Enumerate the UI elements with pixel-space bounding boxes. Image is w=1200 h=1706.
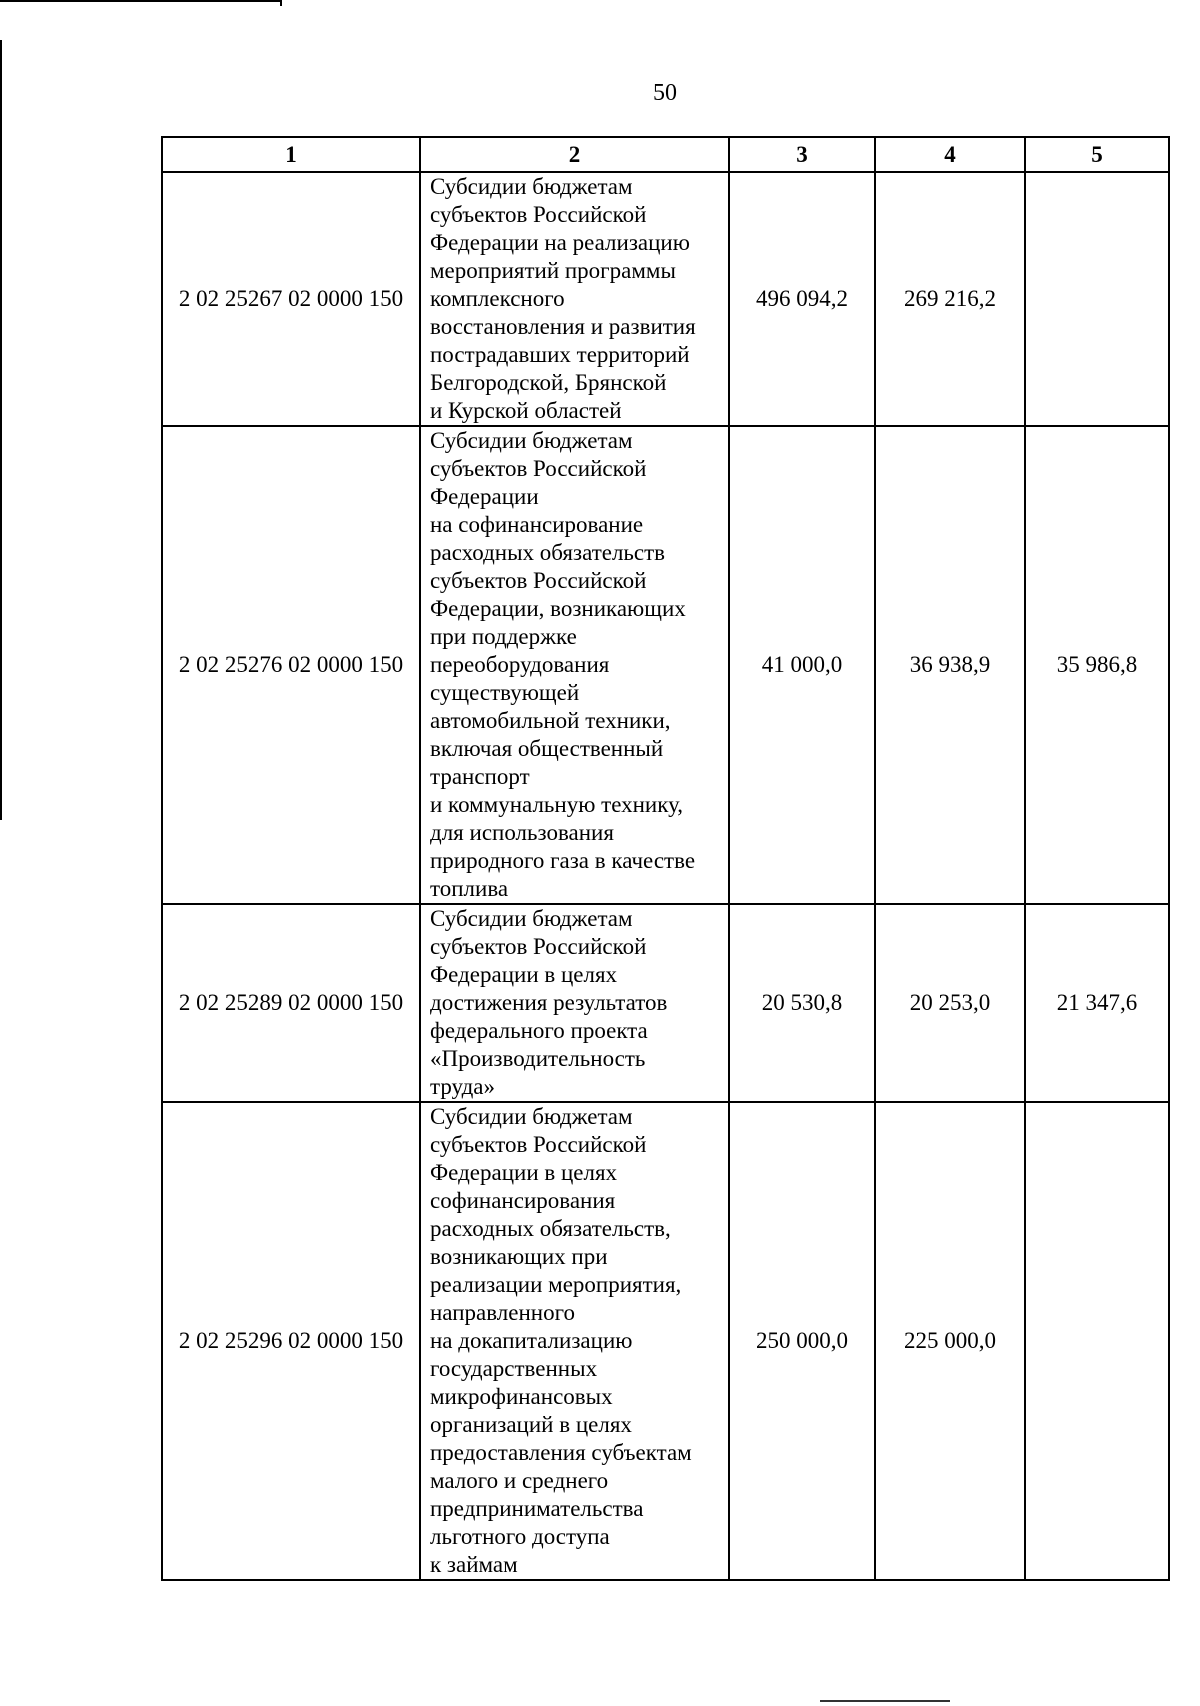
- description-text: [430, 173, 724, 425]
- budget-code-cell: 2 02 25289 02 0000 150: [162, 904, 420, 1102]
- description-line: комплексного: [430, 286, 565, 311]
- description-line: топлива: [430, 876, 509, 901]
- description-line: субъектов Российской: [430, 202, 647, 227]
- description-line: малого и среднего: [430, 1468, 609, 1493]
- column-header: 3: [729, 137, 875, 172]
- description-line: предпринимательства: [430, 1496, 644, 1521]
- description-line: «Производительность: [430, 1046, 646, 1071]
- column-header: 1: [162, 137, 420, 172]
- description-line: Федерации на реализацию: [430, 230, 690, 255]
- description-line: реализации мероприятия,: [430, 1272, 682, 1297]
- description-line: субъектов Российской: [430, 934, 647, 959]
- description-line: пострадавших территорий: [430, 342, 690, 367]
- description-line: Федерации: [430, 484, 539, 509]
- scan-edge-bottom: [820, 1700, 950, 1702]
- page-number: 50: [653, 80, 677, 106]
- description-text: [430, 1103, 724, 1579]
- description-line: Белгородской, Брянской: [430, 370, 667, 395]
- description-line: расходных обязательств: [430, 540, 666, 565]
- description-line: Субсидии бюджетам: [430, 1104, 633, 1129]
- description-line: включая общественный: [430, 736, 664, 761]
- description-line: Субсидии бюджетам: [430, 906, 633, 931]
- table-row: [162, 172, 1169, 426]
- description-line: направленного: [430, 1300, 575, 1325]
- description-line: Федерации в целях: [430, 1160, 618, 1185]
- description-cell: [420, 426, 729, 904]
- description-line: организаций в целях: [430, 1412, 632, 1437]
- description-text: [430, 905, 724, 1101]
- description-line: Субсидии бюджетам: [430, 428, 633, 453]
- amount-cell-col5: 35 986,8: [1025, 426, 1169, 904]
- description-line: на докапитализацию: [430, 1328, 633, 1353]
- description-line: переоборудования: [430, 652, 610, 677]
- column-header: 5: [1025, 137, 1169, 172]
- description-line: природного газа в качестве: [430, 848, 696, 873]
- description-line: при поддержке: [430, 624, 577, 649]
- amount-cell-col3: 20 530,8: [729, 904, 875, 1102]
- description-line: Федерации в целях: [430, 962, 618, 987]
- budget-code-cell: 2 02 25276 02 0000 150: [162, 426, 420, 904]
- description-line: государственных: [430, 1356, 598, 1381]
- column-header: 2: [420, 137, 729, 172]
- amount-cell-col5: 21 347,6: [1025, 904, 1169, 1102]
- amount-cell-col4: 36 938,9: [875, 426, 1025, 904]
- description-line: транспорт: [430, 764, 530, 789]
- budget-table: [161, 136, 1170, 1581]
- table-header-row: [162, 137, 1169, 172]
- amount-cell-col4: 269 216,2: [875, 172, 1025, 426]
- description-line: на софинансирование: [430, 512, 644, 537]
- description-line: восстановления и развития: [430, 314, 696, 339]
- table-row: [162, 1102, 1169, 1580]
- description-line: субъектов Российской: [430, 568, 647, 593]
- description-line: достижения результатов: [430, 990, 668, 1015]
- budget-code-cell: 2 02 25267 02 0000 150: [162, 172, 420, 426]
- description-line: субъектов Российской: [430, 456, 647, 481]
- description-line: существующей: [430, 680, 580, 705]
- description-line: возникающих при: [430, 1244, 608, 1269]
- description-cell: [420, 1102, 729, 1580]
- description-line: субъектов Российской: [430, 1132, 647, 1157]
- table-row: [162, 904, 1169, 1102]
- amount-cell-col3: 496 094,2: [729, 172, 875, 426]
- description-line: микрофинансовых: [430, 1384, 613, 1409]
- amount-cell-col4: 225 000,0: [875, 1102, 1025, 1580]
- description-line: льготного доступа: [430, 1524, 610, 1549]
- budget-code-cell: 2 02 25296 02 0000 150: [162, 1102, 420, 1580]
- description-cell: [420, 904, 729, 1102]
- description-line: и Курской областей: [430, 398, 622, 423]
- description-line: к займам: [430, 1552, 518, 1577]
- amount-cell-col5: [1025, 1102, 1169, 1580]
- description-line: Федерации, возникающих: [430, 596, 686, 621]
- description-line: Субсидии бюджетам: [430, 174, 633, 199]
- description-line: для использования: [430, 820, 614, 845]
- scan-edge-top: [0, 0, 282, 6]
- description-line: автомобильной техники,: [430, 708, 671, 733]
- amount-cell-col4: 20 253,0: [875, 904, 1025, 1102]
- description-line: предоставления субъектам: [430, 1440, 692, 1465]
- amount-cell-col3: 41 000,0: [729, 426, 875, 904]
- description-line: и коммунальную технику,: [430, 792, 684, 817]
- description-text: [430, 427, 724, 903]
- amount-cell-col5: [1025, 172, 1169, 426]
- description-line: расходных обязательств,: [430, 1216, 671, 1241]
- scan-edge-left: [0, 40, 2, 820]
- description-line: труда»: [430, 1074, 495, 1099]
- description-line: федерального проекта: [430, 1018, 648, 1043]
- description-cell: [420, 172, 729, 426]
- amount-cell-col3: 250 000,0: [729, 1102, 875, 1580]
- table-row: [162, 426, 1169, 904]
- description-line: мероприятий программы: [430, 258, 676, 283]
- column-header: 4: [875, 137, 1025, 172]
- description-line: софинансирования: [430, 1188, 616, 1213]
